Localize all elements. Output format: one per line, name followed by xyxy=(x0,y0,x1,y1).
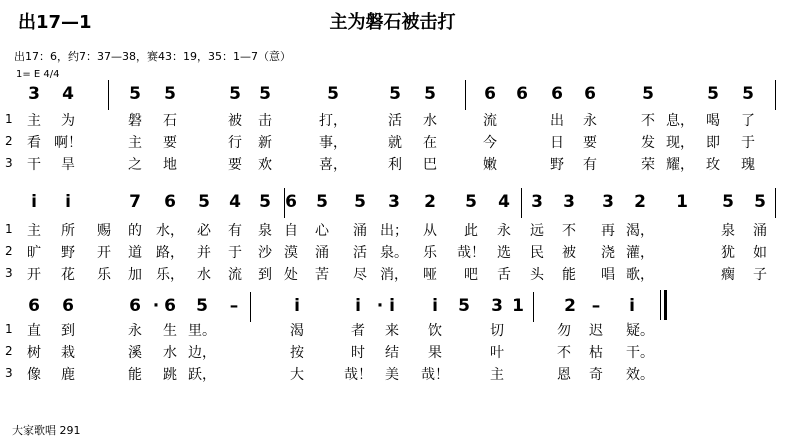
lyric-char: 野 xyxy=(61,245,75,261)
lyric-char: 尽 xyxy=(353,267,367,283)
lyric-char: 利 xyxy=(388,157,402,173)
lyric-char: 浇 xyxy=(601,245,615,261)
note: i xyxy=(389,296,395,316)
lyric-char: 舌 xyxy=(497,267,511,283)
lyric-char: 沙 xyxy=(258,245,272,261)
lyric-char: 了 xyxy=(741,113,755,129)
note: 6 xyxy=(551,84,563,104)
footer-source: 大家歌唱 291 xyxy=(12,424,81,437)
lyric-char: 要 xyxy=(583,135,597,151)
lyric-char: 道 xyxy=(128,245,142,261)
lyric-char: 必 xyxy=(197,223,211,239)
lyric-char: 所 xyxy=(61,223,75,239)
scripture-reference: 出17：6，约7：37—38，赛43：19，35：1—7（意） xyxy=(14,50,291,63)
lyric-char: 的 xyxy=(128,223,142,239)
note: 5 xyxy=(458,296,470,316)
lyric-char: 瑰 xyxy=(741,157,755,173)
lyric-char: 心 xyxy=(315,223,329,239)
lyric-char: 开 xyxy=(27,267,41,283)
note: 2 xyxy=(634,192,646,212)
note: 5 xyxy=(354,192,366,212)
bar-line xyxy=(108,80,109,110)
bar-line xyxy=(775,188,776,218)
note: 6 xyxy=(164,296,176,316)
lyric-char: 跳 xyxy=(163,367,177,383)
lyric-char: 日 xyxy=(550,135,564,151)
lyric-char: 到 xyxy=(61,323,75,339)
lyric-char: 恩 xyxy=(557,367,571,383)
note: · xyxy=(376,296,384,316)
lyric-char: 旱 xyxy=(61,157,75,173)
verse-number: 1 xyxy=(5,322,13,336)
lyric-char: 犹 xyxy=(721,245,735,261)
lyric-char: 打， xyxy=(319,113,347,129)
note: 5 xyxy=(198,192,210,212)
lyric-line xyxy=(0,366,785,384)
lyric-char: 远 xyxy=(530,223,544,239)
bar-line xyxy=(250,292,251,322)
lyric-char: 按 xyxy=(290,345,304,361)
verse-number: 1 xyxy=(5,222,13,236)
note: 5 xyxy=(196,296,208,316)
lyric-char: 水， xyxy=(156,223,184,239)
note: 5 xyxy=(465,192,477,212)
lyric-char: 耀， xyxy=(666,157,694,173)
note: 6 xyxy=(584,84,596,104)
note: – xyxy=(591,296,601,316)
lyric-char: 赐 xyxy=(97,223,111,239)
lyric-char: 饮 xyxy=(428,323,442,339)
lyric-char: 子 xyxy=(753,267,767,283)
lyric-char: 叶 xyxy=(490,345,504,361)
lyric-char: 民 xyxy=(530,245,544,261)
lyric-char: 在 xyxy=(423,135,437,151)
lyric-char: 漠 xyxy=(284,245,298,261)
lyric-char: 果 xyxy=(428,345,442,361)
lyric-line xyxy=(0,344,785,362)
lyric-char: 疑。 xyxy=(626,323,654,339)
song-title: 主为磐石被击打 xyxy=(329,12,456,33)
note: 5 xyxy=(742,84,754,104)
note: 2 xyxy=(424,192,436,212)
lyric-char: 荣 xyxy=(641,157,655,173)
notation-row xyxy=(0,84,785,108)
note: 2 xyxy=(564,296,576,316)
lyric-char: 迟 xyxy=(589,323,603,339)
note: i xyxy=(629,296,635,316)
lyric-char: 嫩 xyxy=(483,157,497,173)
lyric-char: 能 xyxy=(128,367,142,383)
lyric-char: 活 xyxy=(388,113,402,129)
lyric-char: 于 xyxy=(741,135,755,151)
lyric-char: 石 xyxy=(163,113,177,129)
lyric-char: 者 xyxy=(351,323,365,339)
lyric-char: 切 xyxy=(490,323,504,339)
lyric-char: 主 xyxy=(128,135,142,151)
lyric-char: 乐 xyxy=(97,267,111,283)
lyric-char: 像 xyxy=(27,367,41,383)
note: 5 xyxy=(707,84,719,104)
lyric-line xyxy=(0,266,785,284)
lyric-char: 不 xyxy=(557,345,571,361)
bar-line xyxy=(533,292,534,322)
final-bar-thick xyxy=(664,290,667,320)
note: i xyxy=(65,192,71,212)
lyric-line xyxy=(0,322,785,340)
lyric-line xyxy=(0,112,785,130)
lyric-char: 被 xyxy=(562,245,576,261)
lyric-char: 乐， xyxy=(156,267,184,283)
lyric-char: 涌 xyxy=(353,223,367,239)
lyric-char: 为 xyxy=(61,113,75,129)
note: 4 xyxy=(498,192,510,212)
lyric-char: 再 xyxy=(601,223,615,239)
lyric-char: 边， xyxy=(188,345,216,361)
lyric-char: 花 xyxy=(61,267,75,283)
lyric-char: 结 xyxy=(385,345,399,361)
lyric-char: 喜， xyxy=(319,157,347,173)
lyric-char: 泉。 xyxy=(380,245,408,261)
note: 4 xyxy=(62,84,74,104)
note: 6 xyxy=(129,296,141,316)
lyric-char: 能 xyxy=(562,267,576,283)
lyric-char: 出； xyxy=(380,223,408,239)
lyric-char: 大 xyxy=(290,367,304,383)
lyric-char: 发 xyxy=(641,135,655,151)
lyric-char: 永 xyxy=(583,113,597,129)
song-number: 出17—1 xyxy=(18,12,92,33)
lyric-char: 有 xyxy=(228,223,242,239)
final-bar-thin xyxy=(660,290,661,320)
lyric-char: 新 xyxy=(258,135,272,151)
note: 3 xyxy=(531,192,543,212)
note: 3 xyxy=(388,192,400,212)
lyric-char: 击 xyxy=(258,113,272,129)
lyric-char: 加 xyxy=(128,267,142,283)
note: 3 xyxy=(28,84,40,104)
note: 5 xyxy=(316,192,328,212)
lyric-char: 来 xyxy=(385,323,399,339)
note: 1 xyxy=(512,296,524,316)
lyric-char: 野 xyxy=(550,157,564,173)
lyric-char: 效。 xyxy=(626,367,654,383)
lyric-char: 水 xyxy=(197,267,211,283)
lyric-char: 流 xyxy=(228,267,242,283)
lyric-char: 鹿 xyxy=(61,367,75,383)
lyric-char: 要 xyxy=(228,157,242,173)
lyric-char: 歌， xyxy=(626,267,654,283)
lyric-char: 头 xyxy=(530,267,544,283)
lyric-char: 于 xyxy=(228,245,242,261)
lyric-char: 玫 xyxy=(706,157,720,173)
lyric-char: 主 xyxy=(490,367,504,383)
lyric-char: 干。 xyxy=(626,345,654,361)
lyric-char: 栽 xyxy=(61,345,75,361)
notation-row xyxy=(0,296,785,320)
lyric-char: 路， xyxy=(156,245,184,261)
note: 6 xyxy=(285,192,297,212)
lyric-char: 吧 xyxy=(464,267,478,283)
verse-number: 2 xyxy=(5,344,13,358)
lyric-char: 啊！ xyxy=(54,135,82,151)
lyric-char: 树 xyxy=(27,345,41,361)
lyric-char: 溪 xyxy=(128,345,142,361)
lyric-char: 永 xyxy=(497,223,511,239)
verse-number: 1 xyxy=(5,112,13,126)
lyric-char: 选 xyxy=(497,245,511,261)
bar-line xyxy=(521,188,522,218)
lyric-char: 巴 xyxy=(423,157,437,173)
lyric-char: 哉！ xyxy=(344,367,372,383)
note: 6 xyxy=(164,192,176,212)
lyric-char: 渴， xyxy=(626,223,654,239)
lyric-char: 生 xyxy=(163,323,177,339)
bar-line xyxy=(284,188,285,218)
note: 3 xyxy=(563,192,575,212)
lyric-char: 永 xyxy=(128,323,142,339)
lyric-char: 奇 xyxy=(589,367,603,383)
note: i xyxy=(294,296,300,316)
lyric-line xyxy=(0,134,785,152)
lyric-char: 水 xyxy=(163,345,177,361)
note: 6 xyxy=(28,296,40,316)
lyric-char: 干 xyxy=(27,157,41,173)
key-signature: 1= E 4/4 xyxy=(16,69,60,80)
lyric-char: 不 xyxy=(562,223,576,239)
lyric-char: 自 xyxy=(284,223,298,239)
verse-number: 2 xyxy=(5,134,13,148)
lyric-char: 哑 xyxy=(423,267,437,283)
lyric-char: 即 xyxy=(706,135,720,151)
lyric-char: 要 xyxy=(163,135,177,151)
lyric-char: 消， xyxy=(380,267,408,283)
lyric-char: 出 xyxy=(550,113,564,129)
lyric-line xyxy=(0,222,785,240)
lyric-char: 看 xyxy=(27,135,41,151)
lyric-char: 灌， xyxy=(626,245,654,261)
verse-number: 2 xyxy=(5,244,13,258)
lyric-line xyxy=(0,156,785,174)
lyric-char: 泉 xyxy=(258,223,272,239)
note: 5 xyxy=(642,84,654,104)
lyric-char: 里。 xyxy=(188,323,216,339)
lyric-char: 主 xyxy=(27,113,41,129)
note: 6 xyxy=(62,296,74,316)
verse-number: 3 xyxy=(5,266,13,280)
note: i xyxy=(31,192,37,212)
lyric-char: 今 xyxy=(483,135,497,151)
note: 4 xyxy=(229,192,241,212)
note: 7 xyxy=(129,192,141,212)
note: 5 xyxy=(389,84,401,104)
lyric-line xyxy=(0,244,785,262)
note: 6 xyxy=(484,84,496,104)
lyric-char: 不 xyxy=(641,113,655,129)
note: i xyxy=(432,296,438,316)
lyric-char: 乐 xyxy=(423,245,437,261)
note: 5 xyxy=(229,84,241,104)
lyric-char: 有 xyxy=(583,157,597,173)
lyric-char: 渴 xyxy=(290,323,304,339)
lyric-char: 就 xyxy=(388,135,402,151)
note: 3 xyxy=(602,192,614,212)
note: 5 xyxy=(259,84,271,104)
lyric-char: 旷 xyxy=(27,245,41,261)
note: – xyxy=(229,296,239,316)
lyric-char: 处 xyxy=(284,267,298,283)
lyric-char: 泉 xyxy=(721,223,735,239)
lyric-char: 跃， xyxy=(188,367,216,383)
lyric-char: 勿 xyxy=(557,323,571,339)
lyric-char: 美 xyxy=(385,367,399,383)
note: 3 xyxy=(491,296,503,316)
lyric-char: 磐 xyxy=(128,113,142,129)
lyric-char: 时 xyxy=(351,345,365,361)
lyric-char: 瘸 xyxy=(721,267,735,283)
lyric-char: 之 xyxy=(128,157,142,173)
lyric-char: 并 xyxy=(197,245,211,261)
bar-line xyxy=(465,80,466,110)
note: 5 xyxy=(424,84,436,104)
lyric-char: 被 xyxy=(228,113,242,129)
lyric-char: 事， xyxy=(319,135,347,151)
note: 6 xyxy=(516,84,528,104)
lyric-char: 开 xyxy=(97,245,111,261)
lyric-char: 哉！ xyxy=(421,367,449,383)
lyric-char: 直 xyxy=(27,323,41,339)
note: 5 xyxy=(754,192,766,212)
lyric-char: 苦 xyxy=(315,267,329,283)
lyric-char: 行 xyxy=(228,135,242,151)
note: · xyxy=(152,296,160,316)
bar-line xyxy=(775,80,776,110)
lyric-char: 此 xyxy=(464,223,478,239)
note: i xyxy=(355,296,361,316)
lyric-char: 到 xyxy=(258,267,272,283)
note: 5 xyxy=(259,192,271,212)
note: 1 xyxy=(676,192,688,212)
note: 5 xyxy=(722,192,734,212)
lyric-char: 息， xyxy=(666,113,694,129)
lyric-char: 枯 xyxy=(589,345,603,361)
lyric-char: 现， xyxy=(666,135,694,151)
note: 5 xyxy=(129,84,141,104)
lyric-char: 哉！ xyxy=(457,245,485,261)
lyric-char: 主 xyxy=(27,223,41,239)
lyric-char: 水 xyxy=(423,113,437,129)
lyric-char: 喝 xyxy=(706,113,720,129)
lyric-char: 涌 xyxy=(753,223,767,239)
note: 5 xyxy=(164,84,176,104)
notation-row xyxy=(0,192,785,216)
verse-number: 3 xyxy=(5,366,13,380)
lyric-char: 唱 xyxy=(601,267,615,283)
lyric-char: 从 xyxy=(423,223,437,239)
lyric-char: 活 xyxy=(353,245,367,261)
lyric-char: 涌 xyxy=(315,245,329,261)
lyric-char: 地 xyxy=(163,157,177,173)
lyric-char: 欢 xyxy=(258,157,272,173)
verse-number: 3 xyxy=(5,156,13,170)
note: 5 xyxy=(327,84,339,104)
lyric-char: 如 xyxy=(753,245,767,261)
lyric-char: 流 xyxy=(483,113,497,129)
